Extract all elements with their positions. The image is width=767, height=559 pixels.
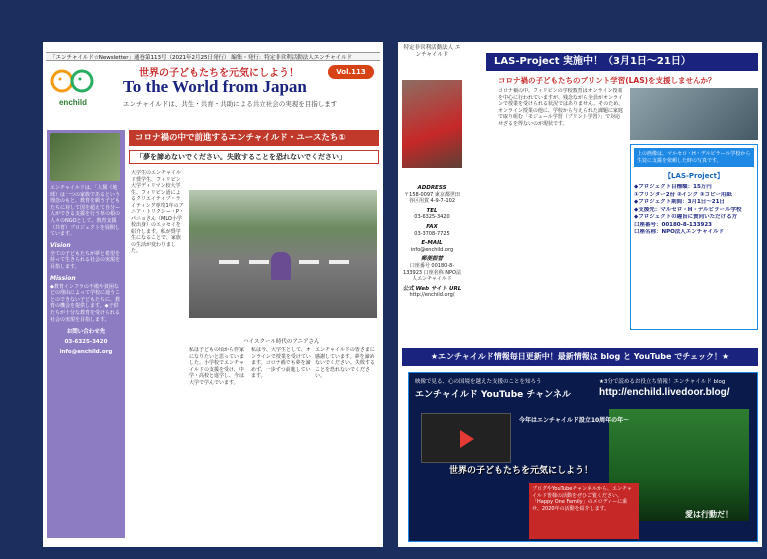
project-heading: コロナ禍の子どもたちのプリント学習(LAS)を支援しませんか？ [498, 76, 716, 85]
mission-heading: Mission [50, 274, 76, 282]
anniversary-text: 今年はエンチャイルド設立10周年の年〜 [519, 417, 630, 424]
mission-text: ◆教育インフラの不備や貧困などの理由によって学校に通うことのできない子どもたちに、教育の機会を提供します。◆子供たちが十分な教育を受けられる社会の実現を目指します。 [50, 283, 121, 323]
article-column-2: 私は子どもの頃から作家になりたいと思っていました。小学校でエンチャイルドの支援を受け、中学・高校と進学し、今は大学で学んでいます。 [189, 347, 245, 386]
youtube-channel-title[interactable]: エンチャイルド YouTube チャンネル [415, 390, 571, 400]
blog-url-link[interactable]: http://enchild.livedoor.blog/ [599, 387, 730, 398]
org-name: 特定非営利活動法人 エンチャイルド [403, 45, 461, 58]
student-figure [271, 252, 291, 280]
youtube-description: ブログやYouTubeチャンネルから、エンチャイルド皆様の活動をぜひご覧ください。「Happy One Family」のメロディーに乗せ、2020年の活動を紹介します。 [529, 483, 639, 539]
enchild-logo [49, 65, 97, 107]
article-column-4: エンチャイルドの皆さまに感謝しています。夢を諦めないでください。失敗することを恐れないでください。 [315, 347, 376, 379]
kids-photo [402, 80, 462, 168]
sidebar-intro: エンチャイルドは、「人類（地球）は一つの家族であるという理念のもと、教育を願う子どもたちに対して国を超えて自分ー人ができる支援を行う草の根の人々のNGOとして、教育支援（共育）プロジェクトを展開しています。 [50, 185, 121, 238]
email: info@enchild.org [410, 246, 454, 253]
project-item: ◆プロジェクトの趣旨に賛同いただける方 [634, 214, 738, 220]
project-title: LAS-Project 実施中！（3月1日〜21日） [486, 53, 758, 71]
web-label: 公式 Web サイト URL [402, 285, 462, 292]
road-photo [189, 190, 377, 318]
account: 口座番号 00180-8-133923 口座名称 NPO法人エンチャイルド [403, 262, 461, 283]
project-info-box [630, 144, 758, 330]
news-banner: ★エンチャイルド情報毎日更新中！最新情報は blog と YouTube でチェック！★ [402, 348, 758, 366]
newsletter-issue-header: 「エンチャイルド☆Newsletter」通巻第113号（2021年2月25日発行） 編集・発行：特定非営利活動法人エンチャイルド [46, 52, 380, 61]
project-item: 口座名称：NPO法人エンチャイルド [634, 229, 725, 235]
vision-text: 全ての子どもたちが夢と希望を持って生きられる社会の実現を目指します。 [50, 250, 121, 270]
video-headline: 世界の子どもたちを元気にしよう！ [449, 466, 594, 476]
tagline: 世界の子どもたちを元気にしよう！ [139, 68, 299, 79]
newsletter-title: To the World from Japan [123, 77, 307, 96]
org-block [402, 45, 462, 59]
website-url[interactable]: http://enchild.org/ [409, 292, 455, 299]
photo-caption: ハイスクール時代のアニアさん [243, 339, 320, 345]
tel-label: TEL [426, 207, 438, 214]
project-note: 上の画像は、マルセロ・H・デルピラール学校から生徒に支援を依頼した時の写真です。 [634, 148, 754, 167]
blog-small-title: ★3分で読めるお役立ち情報！エンチャイルド blog [599, 379, 726, 385]
tel: 03-6325-3420 [414, 214, 450, 221]
youtube-blog-panel [408, 372, 758, 542]
email-label: E-MAIL [421, 240, 443, 247]
school-photo [630, 88, 758, 140]
project-item: ◆プロジェクト期間：3月1日〜21日 [634, 199, 725, 205]
action-slogan: 愛は行動だ！ [685, 510, 733, 519]
contact-column [402, 182, 462, 299]
project-item: ◆支援先：マルセロ・H・デルピラール学校 [634, 206, 742, 213]
youtube-small-title: 映像で見る、心の国境を越えた支援のことを知ろう [415, 379, 542, 385]
fax: 03-3708-7725 [414, 230, 450, 237]
contact-email: info@enchild.org [59, 349, 113, 356]
article-column-3: 私は今、大学生として、オンラインで授業を受けています。コロナ禍でも夢を諦めず、一歩ずつ前進しています。 [251, 347, 311, 379]
quote-box: 「夢を諦めないでください。失敗することを恐れないでください」 [129, 150, 379, 164]
children-photo [50, 133, 120, 181]
article-column-1: 大学生のエンチャイルド奨学生、フィリピン大学ディリマン校大学生、フィリピン語によるクリエイティブ・ライティング専攻1年のアニア・トリクシー・P・パニョさん（MLO小学校出身）のエッセイを紹介します。私が奨学生になることで、家族の生活が変わりました。 [131, 170, 184, 254]
address-label: ADDRESS [417, 185, 447, 191]
newsletter-left-page [43, 42, 383, 547]
volume-badge: Vol.113 [328, 65, 374, 79]
project-item: ①プリンター2台 ②インク ③コピー用紙 [634, 191, 732, 198]
contact-label: お問い合わせ先 [66, 329, 106, 336]
address: 〒158-0097 東京都世田谷区用賀 4-9-7-102 [404, 191, 460, 205]
newsletter-right-page [398, 42, 762, 547]
account-label: 郵便振替 [420, 256, 443, 263]
project-item: 口座番号：00180-8-133923 [634, 221, 712, 228]
section-title: コロナ禍の中で前進するエンチャイルド・ユースたち① [129, 130, 379, 146]
video-play-icon[interactable] [421, 413, 511, 463]
sidebar [47, 130, 125, 538]
project-text: コロナ禍の中、フィリピンの学校教育はオンライン授業を中心に行われていますが、残念ながら全員がオンラインで授業を受けられる状況ではありません。そのため、オンライン授業の他に、学校から与えられた課題に家庭で取り組む「モジュール学習（プリント学習）」で対応せざるを得ないのが現状です。 [498, 88, 624, 127]
vision-heading: Vision [50, 241, 71, 249]
project-item: ◆プロジェクト目標額：15万円 [634, 184, 712, 190]
newsletter-subtitle: エンチャイルドは、共生・共育・共助による共立社会の実現を目指します [123, 100, 338, 108]
contact-phone: 03-6325-3420 [64, 339, 108, 346]
logo-wordmark: enchild [58, 98, 87, 107]
project-box-heading: 【LAS-Project】 [664, 172, 724, 180]
fax-label: FAX [426, 223, 438, 230]
